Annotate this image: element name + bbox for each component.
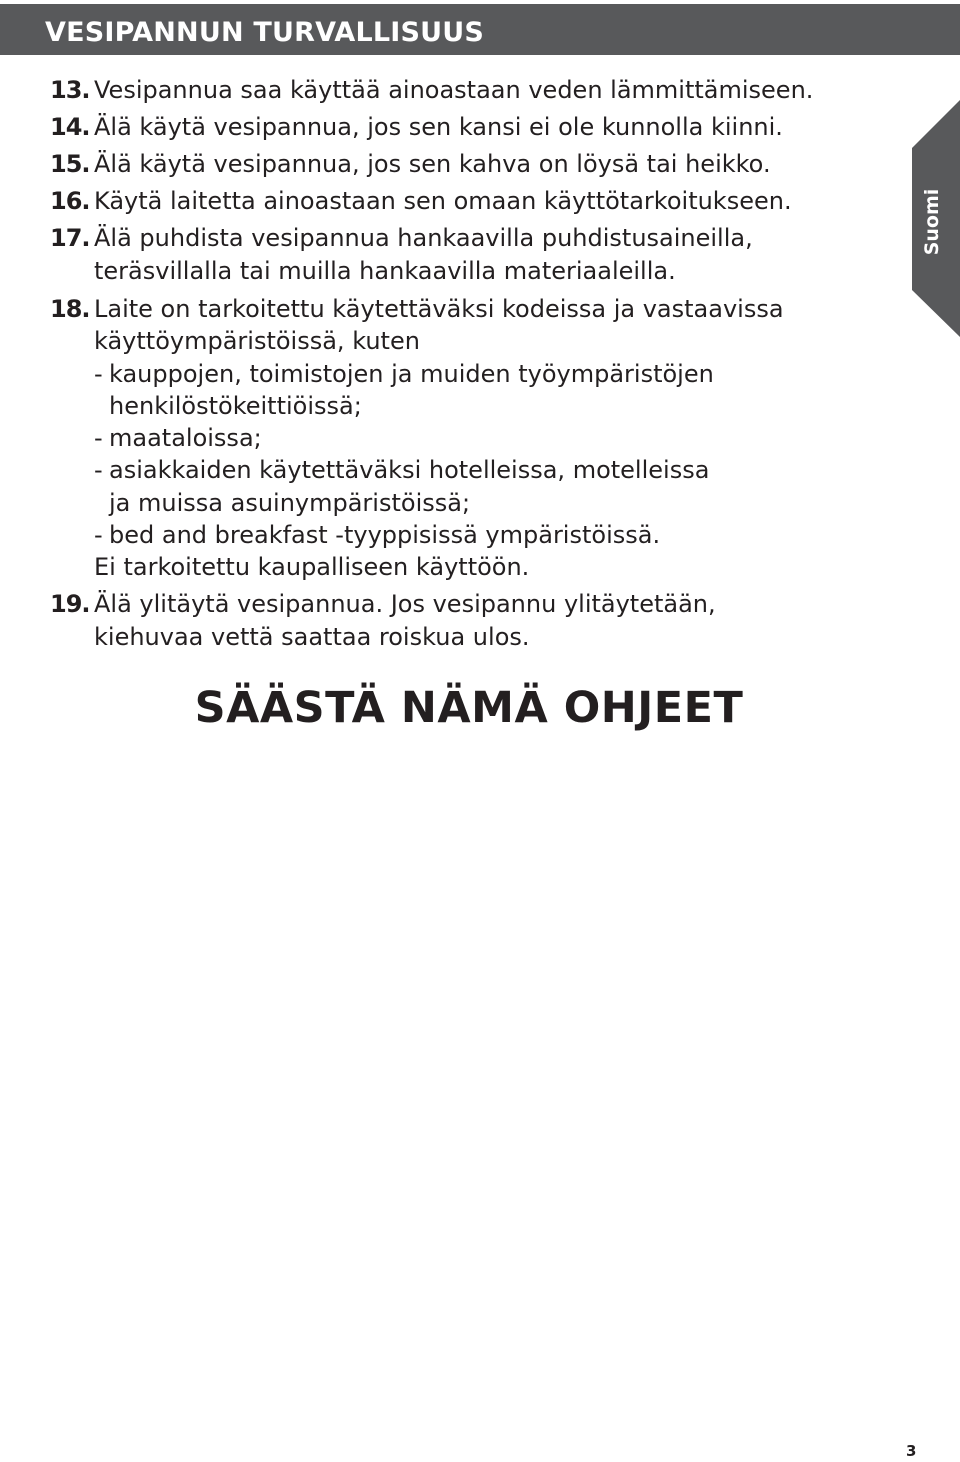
section-title: VESIPANNUN TURVALLISUUS [45,17,485,48]
dash-bullet: - [94,424,103,453]
sub-list-item [94,358,890,423]
dash-bullet: - [94,456,103,485]
section-header-bar [0,4,960,55]
list-item [50,293,890,584]
list-item [50,74,890,107]
save-instructions-heading: SÄÄSTÄ NÄMÄ OHJEET [194,683,744,733]
item-text: Älä puhdista vesipannua hankaavilla puhdistusaineilla, [94,224,753,252]
sub-list-item [94,454,890,519]
list-item [50,222,890,288]
item-text: käyttöympäristöissä, kuten [94,327,420,356]
item-text: kiehuvaa vettä saattaa roiskua ulos. [94,622,530,651]
list-item [50,148,890,181]
list-item [50,588,890,654]
list-item [50,185,890,218]
item-text: Vesipannua saa käyttää ainoastaan veden lämmittämiseen. [94,76,814,104]
item-text: Älä käytä vesipannua, jos sen kansi ei ole kunnolla kiinni. [94,113,783,141]
item-number: 19. [50,589,90,618]
list-item [50,111,890,144]
language-tab-label: Suomi [921,188,943,256]
sub-list-item [94,422,890,454]
sub-item-text: maataloissa; [109,424,262,453]
sub-item-text: kauppojen, toimistojen ja muiden työympäristöjen [109,359,714,388]
page-number: 3 [906,1442,917,1460]
sub-item-text: ja muissa asuinympäristöissä; [109,488,471,517]
item-number: 15. [50,150,90,178]
item-number: 14. [50,113,90,141]
item-number: 18. [50,295,90,323]
dash-bullet: - [94,359,103,388]
item-number: 16. [50,187,90,215]
sub-item-text: asiakkaiden käytettäväksi hotelleissa, motelleissa [109,456,710,485]
sub-item-text: henkilöstökeittiöissä; [109,391,362,420]
item-text: Älä käytä vesipannua, jos sen kahva on löysä tai heikko. [94,150,771,178]
item-closing-text: Ei tarkoitettu kaupalliseen käyttöön. [94,553,530,582]
item-text: Laite on tarkoitettu käytettäväksi kodeissa ja vastaavissa [94,295,784,323]
item-text: Käytä laitetta ainoastaan sen omaan käyttötarkoitukseen. [94,187,792,215]
sub-item-text: bed and breakfast -tyyppisissä ympäristöissä. [109,521,661,550]
item-text: Älä ylitäytä vesipannua. Jos vesipannu ylitäytetään, [94,589,716,618]
dash-bullet: - [94,521,103,550]
item-text: teräsvillalla tai muilla hankaavilla materiaaleilla. [94,257,676,285]
item-number: 17. [50,224,90,252]
item-number: 13. [50,76,90,104]
safety-instructions-list [50,74,890,654]
sub-list-item [94,519,890,551]
